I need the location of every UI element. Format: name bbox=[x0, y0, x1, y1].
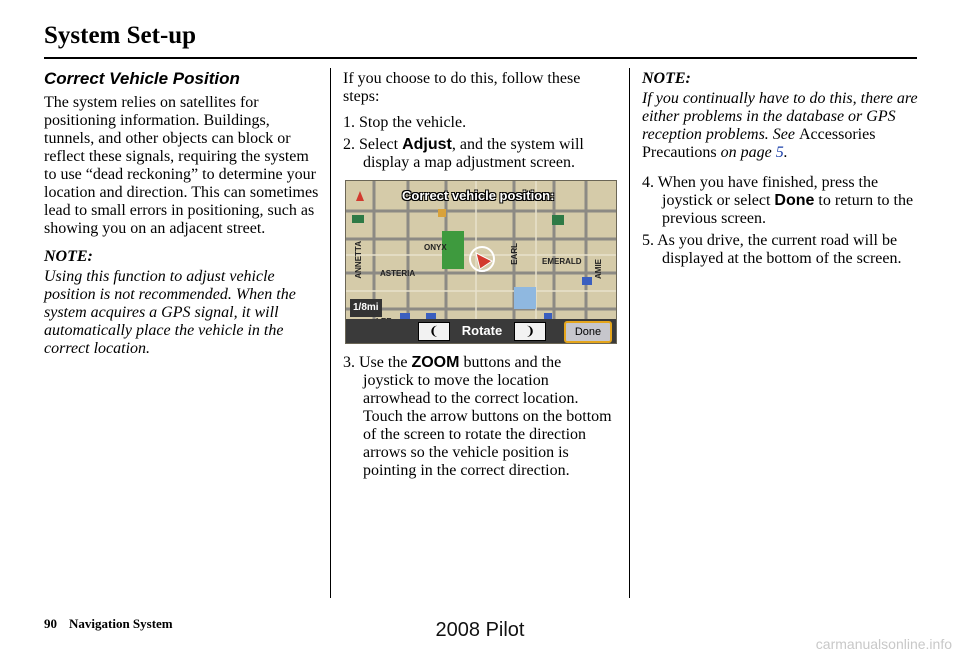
site-watermark: carmanualsonline.info bbox=[815, 636, 952, 652]
rotate-right-button[interactable]: ❩ bbox=[514, 322, 546, 341]
note-text bbox=[642, 90, 922, 162]
step-3 bbox=[343, 354, 613, 480]
street-label: EARL bbox=[510, 243, 519, 265]
adjust-button-word: Adjust bbox=[402, 136, 452, 153]
right-column bbox=[642, 70, 922, 272]
column-divider bbox=[629, 68, 630, 598]
rotate-label: Rotate bbox=[461, 323, 503, 338]
left-column bbox=[44, 70, 319, 366]
step-2-text: 2. Select bbox=[343, 136, 403, 153]
step-2-text-end: , and the system will display a map adjustment screen. bbox=[363, 136, 584, 171]
step-1: 1. Stop the vehicle. bbox=[343, 114, 467, 131]
map-screen-title: Correct vehicle position: bbox=[402, 188, 555, 203]
note-label: NOTE: bbox=[44, 248, 93, 265]
title-divider bbox=[44, 57, 917, 59]
intro-paragraph: The system relies on satellites for positioning information. Buildings, tunnels, and other objects can block or reflect these signals, requiring the system to use “dead reckoning” to determine your location and direction. This can sometimes lead to small errors in positioning, such as showing you on an adjacent street. bbox=[44, 94, 319, 237]
street-label: AMIE bbox=[594, 259, 603, 279]
column-divider bbox=[330, 68, 331, 598]
street-label: EMERALD bbox=[542, 257, 582, 266]
rotate-left-button[interactable]: ❨ bbox=[418, 322, 450, 341]
done-button-word: Done bbox=[774, 192, 815, 209]
note-text-end: . bbox=[783, 144, 788, 161]
steps-intro: If you choose to do this, follow these steps: bbox=[343, 70, 581, 105]
street-label: ANNETTA bbox=[354, 241, 363, 279]
page-title: System Set-up bbox=[44, 22, 197, 49]
note-text-start: If you continually have to do this, there are either problems in the database or GPS reception problems. See bbox=[642, 90, 918, 143]
map-scale-indicator: 1/8mi bbox=[350, 299, 382, 317]
step-4-text: 4. When you have finished, press the joystick or select bbox=[642, 174, 879, 209]
map-adjustment-screen bbox=[345, 180, 617, 344]
step-3-text: 3. Use the bbox=[343, 354, 412, 371]
page-number: 90 bbox=[44, 616, 57, 631]
book-title: Navigation System bbox=[69, 616, 173, 631]
note-text-middle: on page bbox=[716, 144, 776, 161]
street-label: ONYX bbox=[424, 243, 447, 252]
zoom-button-word: ZOOM bbox=[411, 354, 460, 371]
done-button[interactable]: Done bbox=[564, 321, 612, 343]
note-text: Using this function to adjust vehicle position is not recommended. When the system acquires a GPS signal, it will automatically place the vehicle in the correct location. bbox=[44, 268, 296, 357]
accessories-precautions-ref: Accessories Precautions bbox=[642, 126, 876, 161]
step-2 bbox=[343, 136, 613, 172]
street-label: ASTERIA bbox=[380, 269, 416, 278]
step-4 bbox=[642, 174, 922, 228]
step-4-text-end: to return to the previous screen. bbox=[662, 192, 914, 227]
model-watermark: 2008 Pilot bbox=[435, 619, 525, 641]
map-toolbar bbox=[346, 319, 616, 343]
step-3-text-end: buttons and the joystick to move the location arrowhead to the correct location. Touch the arrow buttons on the bottom of the screen to rotate the direction arrows so the vehicle position is pointing in the correct direction. bbox=[363, 354, 612, 479]
step-5: 5. As you drive, the current road will be displayed at the bottom of the screen. bbox=[642, 232, 902, 267]
note-label: NOTE: bbox=[642, 70, 691, 87]
page-link[interactable]: 5 bbox=[775, 144, 784, 161]
middle-column bbox=[343, 70, 613, 484]
section-heading: Correct Vehicle Position bbox=[44, 69, 240, 88]
